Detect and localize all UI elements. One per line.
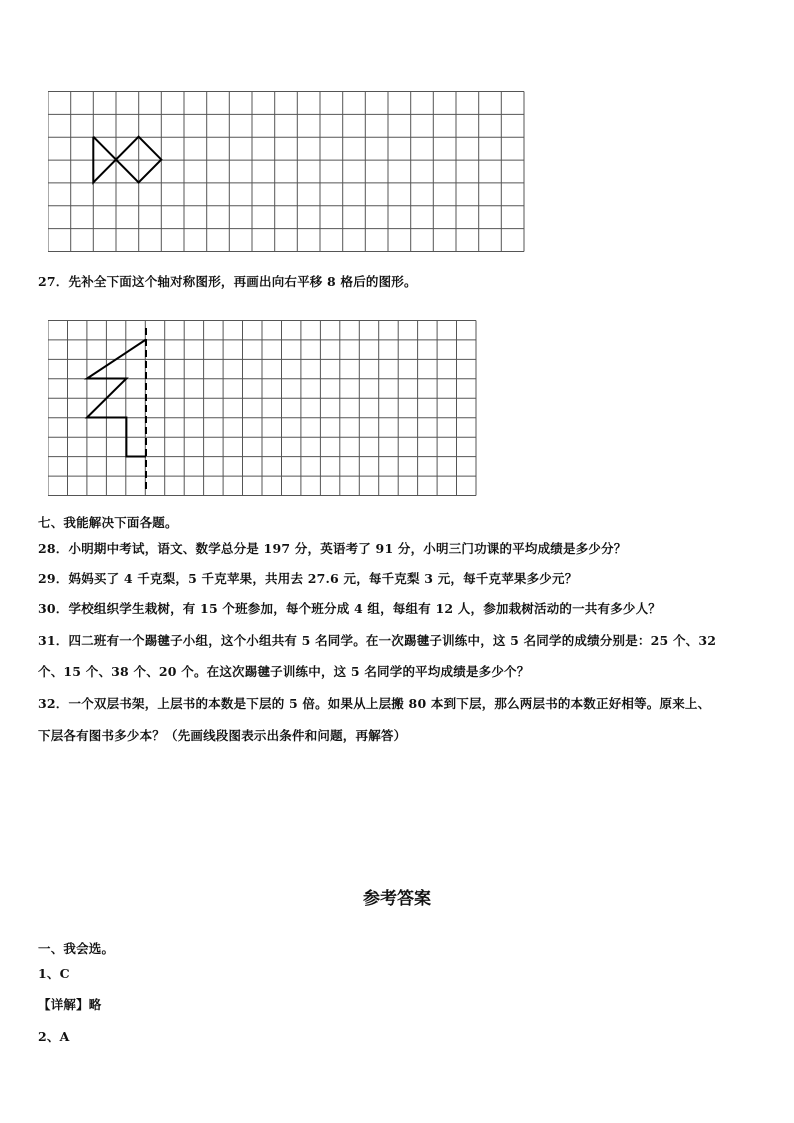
answers-section-1: 一、我会选。 [38, 941, 115, 956]
question-31-line-1: 31．四二班有一个踢毽子小组，这个小组共有 5 名同学。在一次踢毽子训练中，这 5 名同学的成绩分别是：25 个、32 [38, 633, 717, 648]
question-32-line-1: 32．一个双层书架，上层书的本数是下层的 5 倍。如果从上层搬 80 本到下层，那么两层书的本数正好相等。原来上、 [38, 696, 711, 711]
question-28: 28．小明期中考试，语文、数学总分是 197 分，英语考了 91 分，小明三门功课的平均成绩是多少分？ [38, 541, 627, 556]
question-30: 30．学校组织学生栽树，有 15 个班参加，每个班分成 4 组，每组有 12 人，参加栽树活动的一共有多少人？ [38, 601, 661, 616]
section-7-heading: 七、我能解决下面各题。 [38, 515, 178, 530]
grid-bowtie-figure [48, 91, 528, 255]
question-31-line-2: 个、15 个、38 个、20 个。在这次踢毽子训练中，这 5 名同学的平均成绩是多少个？ [38, 664, 530, 679]
answer-1: 1、C [38, 966, 70, 981]
answer-2: 2、A [38, 1029, 70, 1044]
question-29: 29．妈妈买了 4 千克梨，5 千克苹果，共用去 27.6 元，每千克梨 3 元，每千克苹果多少元？ [38, 571, 578, 586]
bowtie-shape [93, 137, 161, 183]
question-27: 27．先补全下面这个轴对称图形，再画出向右平移 8 格后的图形。 [38, 274, 417, 289]
grid-symmetric-figure [48, 320, 478, 496]
answer-1-detail: 【详解】略 [38, 997, 102, 1012]
answers-title: 参考答案 [363, 889, 431, 909]
question-32-line-2: 下层各有图书多少本？（先画线段图表示出条件和问题，再解答） [38, 728, 407, 743]
